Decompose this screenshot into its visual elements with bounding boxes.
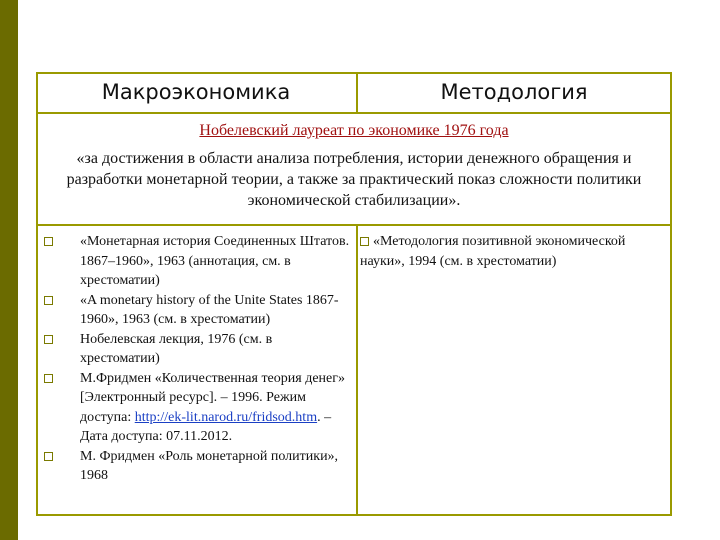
list-item <box>44 369 354 447</box>
square-bullet-icon <box>44 237 53 246</box>
square-bullet-icon <box>44 374 53 383</box>
list-item-text: М. Фридмен «Роль монетарной политики», 1968 <box>80 448 339 483</box>
nobel-row <box>36 114 672 226</box>
list-item-text: «Монетарная история Соединенных Штатов. 1867–1960», 1963 (аннотация, см. в хрестоматии) <box>80 234 350 288</box>
square-bullet-icon <box>44 335 53 344</box>
list-item <box>44 291 354 330</box>
list-item-text: «A monetary history of the Unite States 1867-1960», 1963 (см. в хрестоматии) <box>80 292 339 327</box>
header-methodology: Методология <box>440 80 588 104</box>
top-band <box>18 0 720 46</box>
square-bullet-icon <box>44 452 53 461</box>
square-bullet-icon <box>360 237 369 246</box>
table-header-row <box>36 72 672 114</box>
list-item <box>44 232 354 291</box>
left-bibliography-list <box>44 232 354 486</box>
left-decor-strip <box>0 0 18 540</box>
nobel-citation: «за достижения в области анализа потребления, истории денежного обращения и разработки монетарной теории, а также за практический показ сложности политики экономической стабилизации». <box>66 150 642 209</box>
resource-link[interactable]: http://ek-lit.narod.ru/fridsod.htm <box>134 409 318 425</box>
list-item-text: М.Фридмен «Количественная теория денег» [Электронный ресурс]. – 1996. Режим доступа: <box>80 370 345 425</box>
nobel-title: Нобелевский лауреат по экономике 1976 года <box>199 122 509 139</box>
square-bullet-icon <box>44 296 53 305</box>
list-item <box>44 447 354 486</box>
list-item-text: Нобелевская лекция, 1976 (см. в хрестоматии) <box>80 331 273 366</box>
right-list-item <box>360 232 660 271</box>
column-divider <box>356 226 358 516</box>
list-item-text: «Методология позитивной экономической науки», 1994 (см. в хрестоматии) <box>360 234 626 269</box>
header-macroeconomics: Макроэкономика <box>101 80 291 104</box>
list-item-text-tail: . – Дата доступа: 07.11.2012. <box>80 409 332 444</box>
list-item <box>44 330 354 369</box>
